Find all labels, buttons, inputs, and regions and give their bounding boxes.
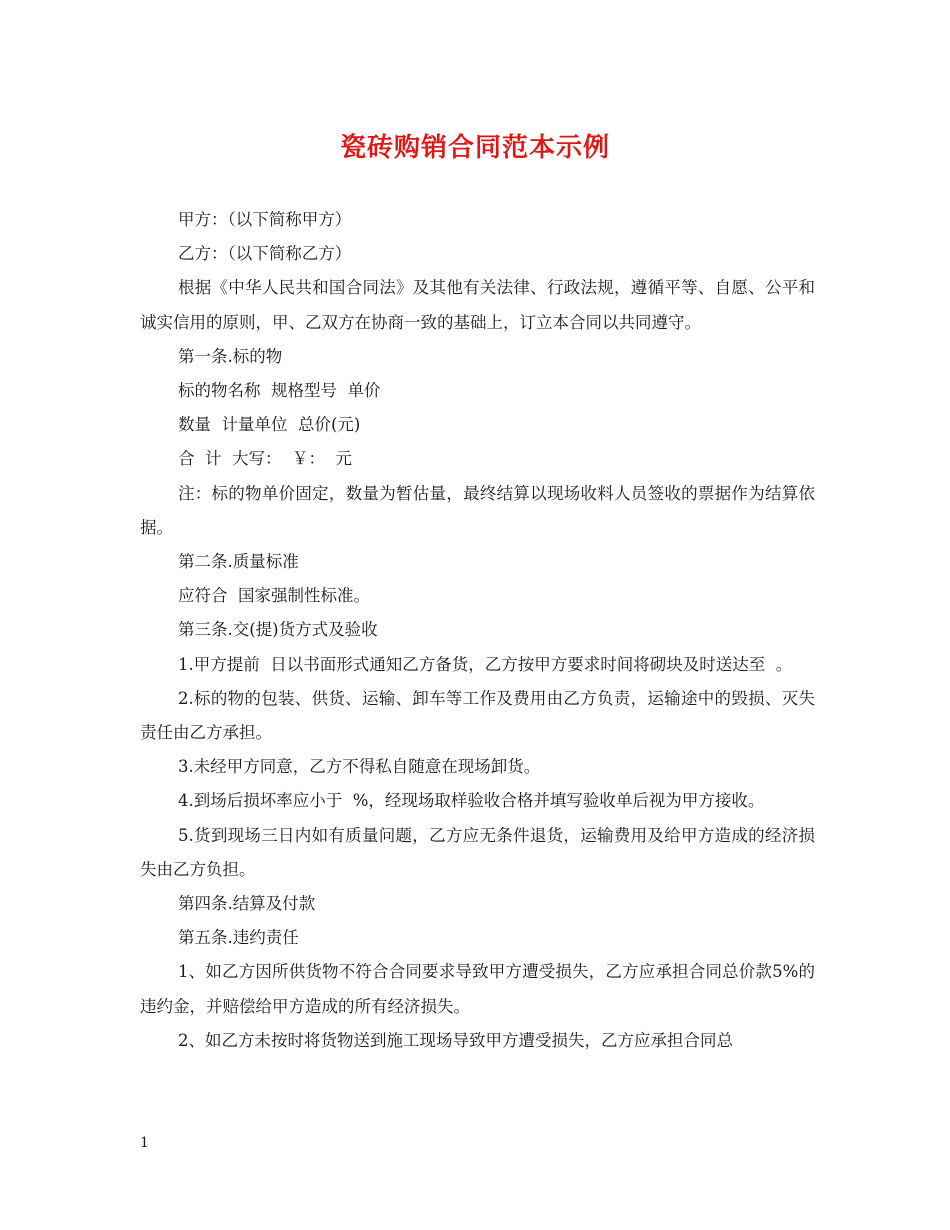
total-line: 合 计 大写： ￥： 元: [178, 449, 352, 469]
page-number: 1: [140, 1135, 149, 1151]
contract-body: [140, 203, 815, 1058]
subject-fields-line-2: 数量 计量单位 总价(元): [178, 415, 361, 435]
document-title: 瓷砖购销合同范本示例: [339, 133, 610, 163]
liability-clause-2: 2、如乙方未按时将货物送到施工现场导致甲方遭受损失，乙方应承担合同总: [178, 1030, 733, 1050]
article-4-heading: 第四条.结算及付款: [178, 894, 316, 914]
delivery-clause-1: 1.甲方提前 日以书面形式通知乙方备货，乙方按甲方要求时间将砌块及时送达至 。: [178, 654, 793, 674]
party-a-line: 甲方：（以下简称甲方）: [178, 210, 352, 229]
quality-standard-text: 应符合 国家强制性标准。: [178, 586, 370, 606]
article-1-heading: 第一条.标的物: [178, 346, 283, 366]
article-5-heading: 第五条.违约责任: [178, 928, 299, 948]
delivery-clause-5: 5.货到现场三日内如有质量问题，乙方应无条件退货，运输费用及给甲方造成的经济损失由乙方负担。: [140, 825, 815, 879]
liability-clause-1: 1、如乙方因所供货物不符合合同要求导致甲方遭受损失，乙方应承担合同总价款5%的违约金，并赔偿给甲方造成的所有经济损失。: [140, 962, 815, 1016]
article-3-heading: 第三条.交(提)货方式及验收: [178, 620, 378, 640]
note-paragraph: 注：标的物单价固定，数量为暂估量，最终结算以现场收料人员签收的票据作为结算依据。: [140, 483, 815, 537]
subject-fields-line-1: 标的物名称 规格型号 单价: [178, 381, 381, 401]
delivery-clause-4: 4.到场后损坏率应小于 %，经现场取样验收合格并填写验收单后视为甲方接收。: [178, 791, 765, 811]
article-2-heading: 第二条.质量标准: [178, 552, 299, 572]
delivery-clause-2: 2.标的物的包装、供货、运输、卸车等工作及费用由乙方负责，运输途中的毁损、灭失责任由乙方承担。: [140, 688, 815, 743]
party-b-line: 乙方：（以下简称乙方）: [178, 244, 352, 264]
delivery-clause-3: 3.未经甲方同意，乙方不得私自随意在现场卸货。: [178, 757, 541, 777]
preamble-paragraph: 根据《中华人民共和国合同法》及其他有关法律、行政法规，遵循平等、自愿、公平和诚实信用的原则，甲、乙双方在协商一致的基础上，订立本合同以共同遵守。: [140, 278, 815, 332]
